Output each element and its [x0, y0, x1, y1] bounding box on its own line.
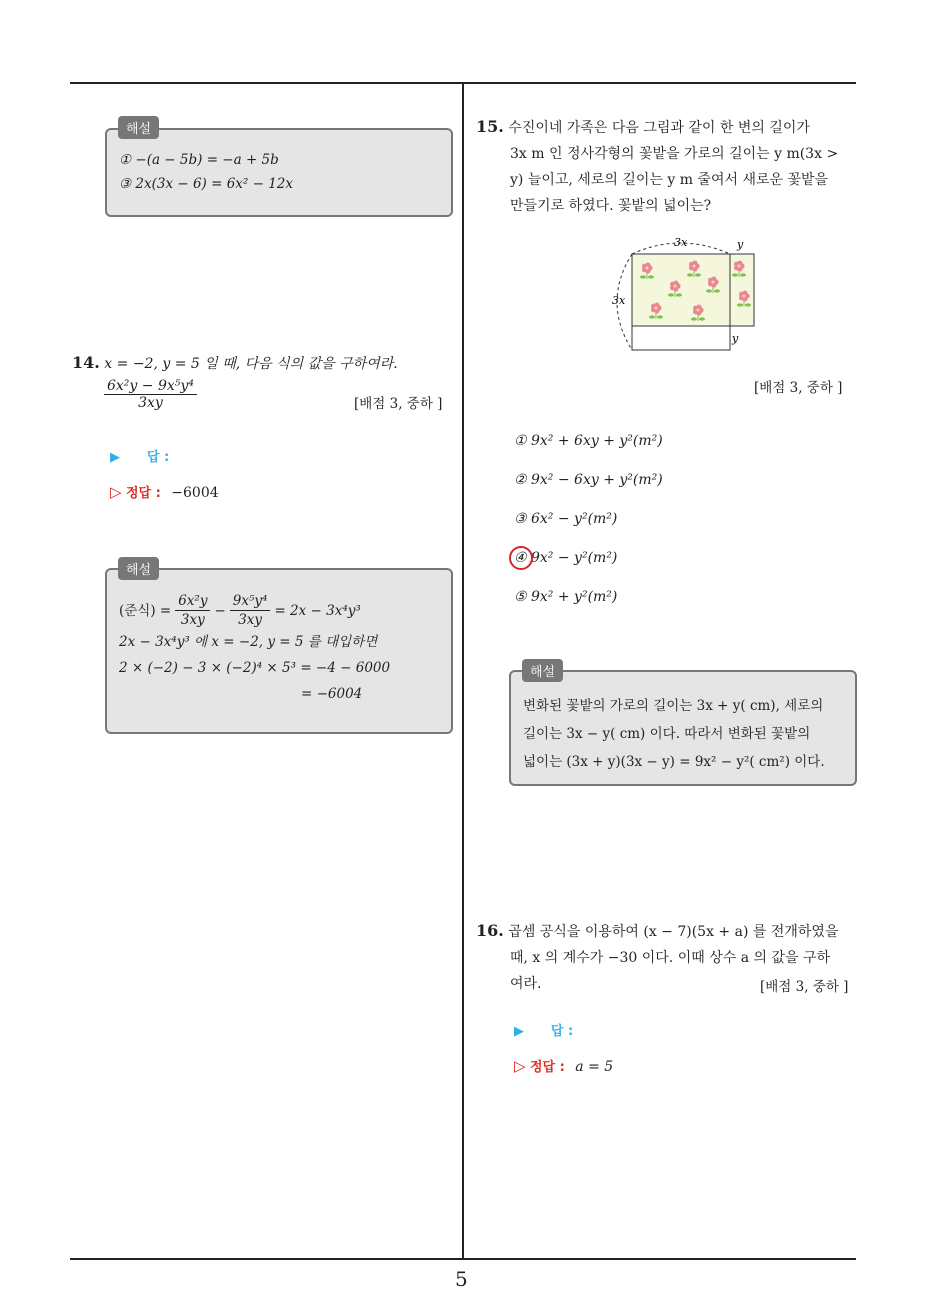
- q13-solution-line2: ③ 2x(3x − 6) = 6x² − 12x: [119, 176, 294, 192]
- q14-expression: [104, 378, 197, 411]
- q14-correct-label: 정답 :: [126, 486, 161, 501]
- q16-answer-row: [514, 1020, 573, 1039]
- q16-text-l1: 곱셈 공식을 이용하여 (x − 7)(5x + a) 를 전개하였을: [508, 924, 839, 940]
- q14-answer-label: 답 :: [146, 450, 170, 465]
- bottom-rule: [70, 1258, 856, 1260]
- q14-correct-value: −6004: [171, 485, 219, 501]
- q15-choice-1[interactable]: ① 9x² + 6xy + y²(m²): [514, 433, 663, 449]
- q14-text: x = −2, y = 5 일 때, 다음 식의 값을 구하여라.: [104, 356, 398, 372]
- q14-correct-row: [110, 482, 219, 501]
- q14-sol-frac1-den: 3xy: [180, 612, 205, 628]
- q14-sol-frac1-num: 6x²y: [175, 592, 210, 611]
- q14-question: [72, 350, 398, 377]
- correct-arrow-icon: ▷: [514, 1057, 526, 1075]
- q14-sol-frac2-num: 9x⁵y⁴: [230, 592, 271, 611]
- q14-sol-result: = 2x − 3x⁴y³: [274, 602, 361, 619]
- q16-correct-label: 정답 :: [530, 1060, 565, 1075]
- q15-choice-3[interactable]: ③ 6x² − y²(m²): [514, 511, 618, 527]
- q14-solution-tag: 해설: [118, 557, 159, 580]
- page-number: 5: [455, 1267, 468, 1291]
- q16-text-l3: 여라.: [510, 976, 542, 992]
- q16-correct-value: a = 5: [575, 1059, 614, 1075]
- q14-sol-prefix: (준식) =: [119, 602, 172, 619]
- q14-solution-line3: 2 × (−2) − 3 × (−2)⁴ × 5³ = −4 − 6000: [119, 660, 391, 676]
- correct-arrow-icon: ▷: [110, 483, 122, 501]
- q14-sol-minus: −: [214, 602, 226, 619]
- q16-correct-row: [514, 1056, 613, 1075]
- q16-answer-label: 답 :: [550, 1024, 574, 1039]
- q15-question: [476, 114, 860, 219]
- column-divider: [462, 82, 464, 1258]
- q15-fig-top-label: 3x: [674, 236, 688, 249]
- q14-solution-box: [105, 568, 453, 734]
- q15-solution-box: [509, 670, 857, 786]
- q14-frac-denominator: 3xy: [138, 395, 163, 411]
- q16-text-l2: 때, x 의 계수가 −30 이다. 이때 상수 a 의 값을 구하: [510, 950, 831, 966]
- q15-solution-line3: 넓이는 (3x + y)(3x − y) = 9x² − y²( cm²) 이다.: [523, 754, 825, 770]
- q15-fig-bottom-right-label: y: [732, 332, 739, 345]
- q15-score: [배점 3, 중하 ]: [754, 380, 843, 396]
- q15-solution-line2: 길이는 3x − y( cm) 이다. 따라서 변화된 꽃밭의: [523, 726, 811, 742]
- q15-fig-top-right-label: y: [737, 238, 744, 251]
- q14-answer-row: [110, 446, 169, 465]
- q15-choice-5[interactable]: ⑤ 9x² + y²(m²): [514, 589, 618, 605]
- selected-answer-circle-icon: [509, 546, 533, 570]
- q13-solution-box: [105, 128, 453, 217]
- q14-sol-frac2-den: 3xy: [238, 612, 263, 628]
- q15-choice-4[interactable]: ④ 9x² − y²(m²): [514, 550, 618, 566]
- q14-number: 14.: [72, 353, 100, 372]
- q15-solution-line1: 변화된 꽃밭의 가로의 길이는 3x + y( cm), 세로의: [523, 698, 824, 714]
- q14-solution-line1: [119, 592, 390, 629]
- q14-solution-line2: 2x − 3x⁴y³ 에 x = −2, y = 5 를 대입하면: [119, 634, 378, 650]
- q13-solution-line1: ① −(a − 5b) = −a + 5b: [119, 152, 279, 168]
- q15-garden-figure: [600, 232, 770, 356]
- answer-arrow-icon: ▶: [514, 1024, 524, 1039]
- q16-score: [배점 3, 중하 ]: [760, 979, 849, 995]
- q14-score: [배점 3, 중하 ]: [354, 396, 443, 412]
- q14-solution-line4: = −6004: [301, 686, 363, 702]
- q15-text-l1: 수진이네 가족은 다음 그림과 같이 한 변의 길이가: [508, 120, 810, 136]
- answer-arrow-icon: ▶: [110, 450, 120, 465]
- q15-text-l4: 만들기로 하였다. 꽃밭의 넓이는?: [510, 198, 712, 214]
- q16-number: 16.: [476, 921, 504, 940]
- q13-solution-tag: 해설: [118, 116, 159, 139]
- q15-text-l2: 3x m 인 정사각형의 꽃밭을 가로의 길이는 y m(3x >: [510, 146, 839, 162]
- q15-solution-tag: 해설: [522, 659, 563, 682]
- q15-choice-2[interactable]: ② 9x² − 6xy + y²(m²): [514, 472, 663, 488]
- q15-text-l3: y) 늘이고, 세로의 길이는 y m 줄여서 새로운 꽃밭을: [510, 172, 829, 188]
- q15-number: 15.: [476, 117, 504, 136]
- q15-fig-left-label: 3x: [612, 294, 626, 307]
- q14-frac-numerator: 6x²y − 9x⁵y⁴: [104, 378, 197, 395]
